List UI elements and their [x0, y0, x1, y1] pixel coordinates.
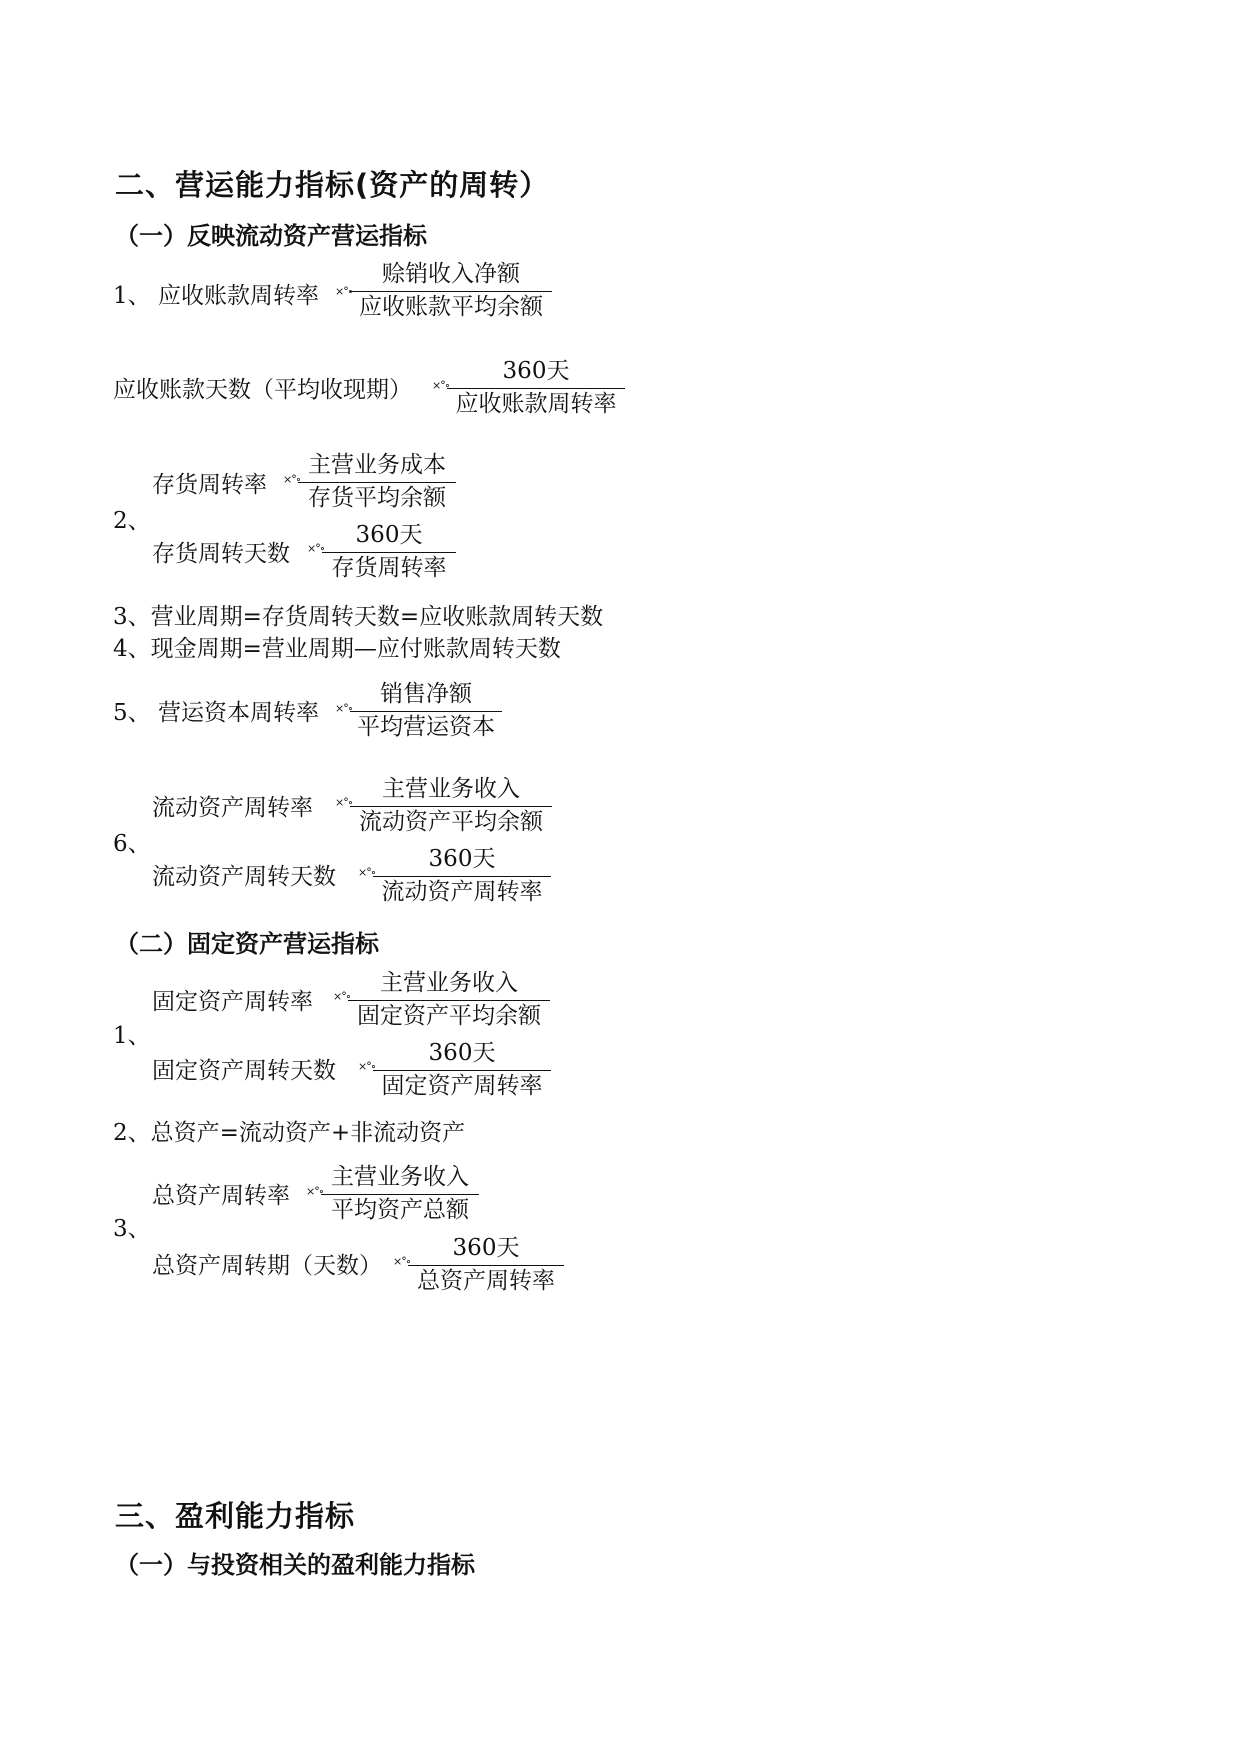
- fraction-bar: [298, 482, 456, 483]
- fraction-denominator: 流动资产周转率: [381, 879, 543, 905]
- approx-symbol: ×°∘: [283, 473, 301, 486]
- fraction-bar: [350, 806, 552, 807]
- fraction-numerator: 销售净额: [380, 681, 472, 707]
- section-2-title: 二、营运能力指标(资产的周转）: [115, 168, 550, 202]
- fraction-denominator: 应收账款周转率: [455, 391, 617, 417]
- fixed-assets-days-label: 固定资产周转天数: [152, 1058, 336, 1084]
- working-capital-rate-label: 5、 营运资本周转率: [113, 700, 319, 726]
- fraction-bar: [408, 1265, 564, 1266]
- approx-symbol: ×°∘: [358, 1060, 376, 1073]
- fraction-denominator: 固定资产周转率: [381, 1073, 543, 1099]
- fraction-numerator: 主营业务收入: [380, 970, 518, 996]
- total-assets-index: 3、: [113, 1216, 151, 1242]
- fraction-denominator: 平均资产总额: [331, 1197, 469, 1223]
- fraction-bar: [373, 1070, 551, 1071]
- fraction-numerator: 赊销收入净额: [382, 261, 520, 287]
- fraction-numerator: 360天: [428, 1040, 496, 1066]
- inventory-days-label: 存货周转天数: [152, 541, 290, 567]
- approx-symbol: ×°∘: [333, 990, 351, 1003]
- fraction-bar: [447, 388, 625, 389]
- section-2-sub1: （一）反映流动资产营运指标: [115, 222, 427, 250]
- fraction-numerator: 360天: [502, 358, 570, 384]
- fraction-denominator: 存货周转率: [331, 555, 447, 581]
- approx-symbol: ×°∘: [358, 866, 376, 879]
- fraction-denominator: 流动资产平均余额: [359, 809, 543, 835]
- section-3-sub1: （一）与投资相关的盈利能力指标: [115, 1551, 475, 1579]
- ar-days-label: 应收账款天数（平均收现期）: [113, 377, 412, 403]
- fraction-denominator: 总资产周转率: [417, 1268, 555, 1294]
- section-2-sub2: （二）固定资产营运指标: [115, 930, 379, 958]
- fraction-bar: [321, 1194, 479, 1195]
- fraction-bar: [350, 291, 552, 292]
- approx-symbol: ×°∘: [335, 285, 353, 298]
- fraction-bar: [350, 711, 502, 712]
- current-assets-days-label: 流动资产周转天数: [152, 864, 336, 890]
- fraction-denominator: 存货平均余额: [308, 485, 446, 511]
- fraction-numerator: 主营业务成本: [308, 452, 446, 478]
- fraction-bar: [348, 1000, 550, 1001]
- total-assets-line: 2、总资产=流动资产+非流动资产: [113, 1120, 466, 1146]
- fraction-denominator: 应收账款平均余额: [359, 294, 543, 320]
- approx-symbol: ×°∘: [432, 379, 450, 392]
- current-assets-index: 6、: [113, 831, 151, 857]
- section-3-title: 三、盈利能力指标: [115, 1499, 356, 1533]
- approx-symbol: ×°∘: [306, 1185, 324, 1198]
- inventory-rate-label: 存货周转率: [152, 472, 267, 498]
- total-assets-days-label: 总资产周转期（天数）: [152, 1253, 382, 1279]
- fraction-bar: [373, 876, 551, 877]
- fraction-bar: [322, 552, 456, 553]
- total-assets-rate-label: 总资产周转率: [152, 1183, 290, 1209]
- fraction-numerator: 360天: [428, 846, 496, 872]
- approx-symbol: ×°∘: [335, 702, 353, 715]
- fraction-denominator: 平均营运资本: [357, 714, 495, 740]
- approx-symbol: ×°∘: [393, 1255, 411, 1268]
- fraction-numerator: 主营业务收入: [331, 1164, 469, 1190]
- fraction-numerator: 360天: [355, 522, 423, 548]
- fixed-assets-rate-label: 固定资产周转率: [152, 989, 313, 1015]
- fraction-denominator: 固定资产平均余额: [357, 1003, 541, 1029]
- fixed-assets-index: 1、: [113, 1023, 151, 1049]
- ar-rate-label: 1、 应收账款周转率: [113, 283, 319, 309]
- cash-cycle-line: 4、现金周期=营业周期—应付账款周转天数: [113, 636, 561, 662]
- approx-symbol: ×°∘: [335, 796, 353, 809]
- operating-cycle-line: 3、营业周期=存货周转天数=应收账款周转天数: [113, 604, 604, 630]
- fraction-numerator: 360天: [452, 1235, 520, 1261]
- fraction-numerator: 主营业务收入: [382, 776, 520, 802]
- inventory-index: 2、: [113, 508, 151, 534]
- approx-symbol: ×°∘: [307, 542, 325, 555]
- current-assets-rate-label: 流动资产周转率: [152, 795, 313, 821]
